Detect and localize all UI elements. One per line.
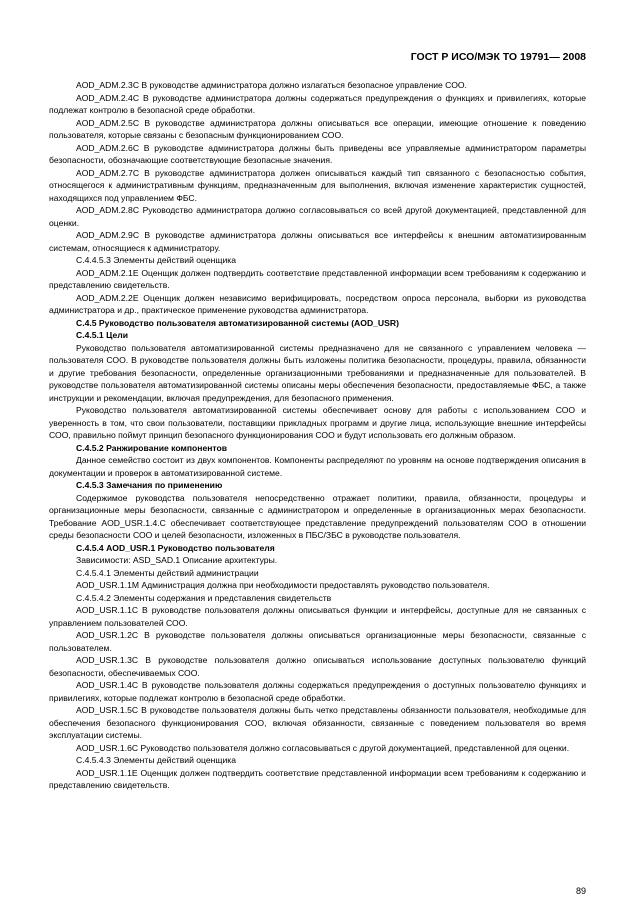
paragraph: AOD_ADM.2.6C В руководстве администратора должны быть приведены все управляемые администратором параметры безопасности, обозначающие соответствующие безопасные значения. [49, 142, 586, 165]
paragraph: С.4.5.4.2 Элементы содержания и представления свидетельств [76, 592, 332, 603]
paragraph: Содержимое руководства пользователя непосредственно отражает политики, правила, обязанности, процедуры и организационные меры безопасности, связанные с администратором и определенные в организационных мерах безопасности. Требование AOD_USR.1.4.C обеспечивает соответствующее представление предупреждений пользователям СОО в отношении среды безопасности СОО и целей безопасности, изложенных в ПБС/ЗБС в руководстве пользователя. [49, 492, 586, 540]
paragraph: AOD_USR.1.4C В руководстве пользователя должны содержаться предупреждения о доступных пользователю функциях и привилегиях, которые подлежат контролю в безопасной среде обработки. [49, 680, 586, 703]
paragraph: AOD_USR.1.1C В руководстве пользователя должны описываться функции и интерфейсы, доступные для не связанных с управлением пользователей СОО. [49, 605, 586, 628]
paragraph: AOD_ADM.2.9C В руководстве администратора должны описываться все интерфейсы к внешним автоматизированным системам, относящиеся к администратору. [49, 230, 586, 253]
section-heading: С.4.5.4 AOD_USR.1 Руководство пользователя [76, 542, 275, 553]
paragraph: AOD_ADM.2.3C В руководстве администратора должно излагаться безопасное управление СОО. [76, 80, 467, 90]
paragraph: С.4.5.4.1 Элементы действий администрации [76, 567, 259, 578]
page-body [49, 79, 586, 792]
paragraph: AOD_USR.1.2C В руководстве пользователя должны описываться организационные меры безопасности, связанные с пользователем. [49, 630, 586, 653]
section-heading: С.4.5.2 Ранжирование компонентов [76, 442, 228, 453]
paragraph: AOD_ADM.2.4C В руководстве администратора должны содержаться предупреждения о функциях и привилегиях, которые подлежат контролю в безопасной среде обработки. [49, 92, 586, 115]
document-header: ГОСТ Р ИСО/МЭК ТО 19791— 2008 [410, 51, 586, 63]
paragraph: AOD_USR.1.6C Руководство пользователя должно согласовываться с другой документацией, представленной для оценки. [76, 742, 570, 753]
paragraph: AOD_USR.1.1E Оценщик должен подтвердить соответствие представленной информации всем требованиям к содержанию и представлению свидетельств. [49, 767, 586, 790]
paragraph: С.4.4.5.3 Элементы действий оценщика [76, 255, 236, 265]
paragraph: AOD_ADM.2.5C В руководстве администратора должны описываться все операции, имеющие отношение к поведению пользователя, которые связаны с безопасным функционированием СОО. [49, 117, 586, 140]
paragraph: AOD_USR.1.5C В руководстве пользователя должны быть четко представлены обязанности пользователя, необходимые для обеспечения безопасного функционирования СОО, включая обязанности, связанные с поведением пользователя во время эксплуатации системы. [49, 705, 586, 740]
paragraph: Данное семейство состоит из двух компонентов. Компоненты распределяют по уровням на основе подтверждения описания в документации и проверок в автоматизированной системе. [49, 455, 586, 478]
paragraph: С.4.5.4.3 Элементы действий оценщика [76, 755, 236, 765]
paragraph: Зависимости: ASD_SAD.1 Описание архитектуры. [76, 555, 278, 565]
paragraph: AOD_USR.1.1M Администрация должна при необходимости предоставлять руководство пользователя. [76, 580, 490, 590]
paragraph: AOD_ADM.2.8C Руководство администратора должно согласовываться со всей другой документацией, представленной для оценки. [49, 205, 586, 228]
paragraph: AOD_USR.1.3C В руководстве пользователя должно описываться использование доступных пользователю функций безопасности, обеспечиваемых СОО. [49, 655, 586, 678]
section-heading: С.4.5.3 Замечания по применению [76, 480, 223, 490]
paragraph: Руководство пользователя автоматизированной системы предназначено для не связанного с управлением человека — пользователя СОО. В руководстве пользователя должны быть изложены политика безопасности, процедуры, правила, обязанности и другие требования безопасности, определенные организационными требованиями и предназначенные для пользователей. В руководстве пользователя автоматизированной системы описаны меры обеспечения безопасности, предоставляемые ФБС, а также инструкции и рекомендации, включая предупреждения, для безопасного применения. [49, 342, 586, 403]
section-heading: С.4.5 Руководство пользователя автоматизированной системы (AOD_USR) [76, 317, 399, 328]
paragraph: AOD_ADM.2.7C В руководстве администратора должен описываться каждый тип связанного с безопасностью события, относящегося к административным функциям, предназначенным для выполнения, включая изменение характеристик сущностей, находящихся под управлением ФБС. [49, 167, 586, 203]
paragraph: AOD_ADM.2.2E Оценщик должен независимо верифицировать, посредством опроса персонала, выборки из руководства администратора и др., практическое применение руководства администратора. [49, 292, 586, 315]
paragraph: AOD_ADM.2.1E Оценщик должен подтвердить соответствие представленной информации всем требованиям к содержанию и представлению свидетельств. [49, 267, 586, 290]
page-number: 89 [575, 886, 586, 896]
section-heading: С.4.5.1 Цели [76, 330, 128, 340]
paragraph: Руководство пользователя автоматизированной системы обеспечивает основу для работы с использованием СОО и уверенность в том, что свои пользователи, поставщики прикладных программ и другие лица, использующие внешние интерфейсы СОО, правильно поймут принцип безопасного функционирования СОО и будут использовать его должным образом. [49, 405, 586, 440]
